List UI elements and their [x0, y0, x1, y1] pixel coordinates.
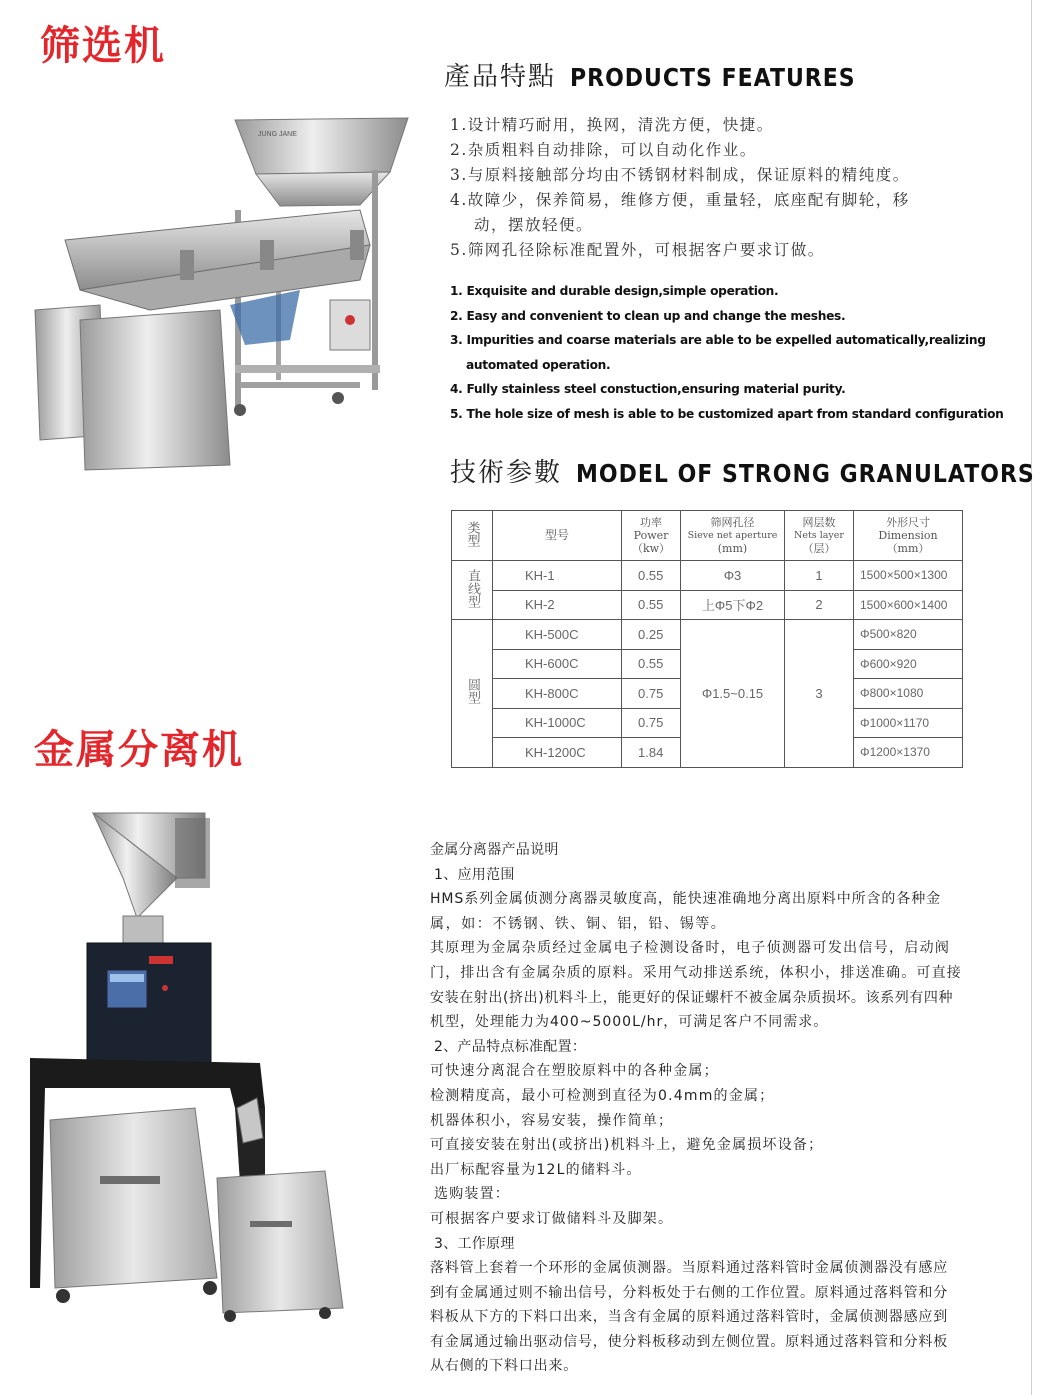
header-aperture — [681, 511, 785, 561]
features-heading-cn: 產品特點 — [444, 62, 557, 92]
feature-en-item: 5. The hole size of mesh is able to be customized apart from standard configuration — [450, 406, 1004, 421]
group-linear-label: 直线型 — [465, 568, 480, 608]
feature-en-item: 2. Easy and convenient to clean up and change the meshes. — [450, 308, 846, 323]
metal-separator-image — [25, 808, 365, 1328]
header-layers-cn: 网层数 — [802, 516, 836, 529]
cell-aperture-round: Φ1.5~0.15 — [681, 620, 785, 768]
group-round-label: 圆型 — [465, 678, 480, 705]
desc-line: 选购装置： — [434, 1186, 510, 1203]
spec-table-header-row — [452, 511, 963, 561]
cell-model: KH-500C — [493, 620, 622, 650]
header-power-unit: （kw） — [631, 542, 671, 555]
header-power — [622, 511, 681, 561]
cell-aperture: 上Φ5下Φ2 — [681, 590, 785, 620]
metal-separator-description — [430, 838, 990, 1379]
desc-line: 安装在射出(挤出)机料斗上，能更好的保证螺杆不被金属杂质损坏。该系列有四种 — [430, 989, 954, 1006]
cell-dimension: Φ1200×1370 — [854, 738, 963, 768]
cell-model: KH-1 — [493, 561, 622, 591]
header-layers-unit: （层） — [802, 542, 836, 555]
desc-line: 可快速分离混合在塑胶原料中的各种金属； — [430, 1063, 719, 1080]
desc-line: 从右侧的下料口出来。 — [430, 1358, 578, 1375]
header-aperture-en: Sieve net aperture — [687, 530, 778, 541]
sieve-machine-title: 筛选机 — [40, 23, 166, 69]
cell-layers: 2 — [785, 590, 854, 620]
header-type — [452, 511, 493, 561]
table-row — [452, 561, 963, 591]
table-row — [452, 620, 963, 650]
desc-line: 机器体积小，容易安装，操作简单； — [430, 1112, 674, 1129]
desc-line: 门，排出含有金属杂质的原料。采用气动排送系统，体积小，排送准确。可直接 — [430, 964, 962, 981]
desc-line: 检测精度高，最小可检测到直径为0.4mm的金属； — [430, 1087, 775, 1104]
cell-dimension: Φ600×920 — [854, 649, 963, 679]
sieve-machine-image — [30, 110, 410, 475]
feature-cn-item: 1.设计精巧耐用，换网，清洗方便，快捷。 — [450, 116, 774, 134]
desc-line: 料板从下方的下料口出来，当含有金属的原料通过落料管时，金属侦测器感应到 — [430, 1309, 948, 1326]
header-layers — [785, 511, 854, 561]
feature-en-item: automated operation. — [466, 357, 611, 372]
metal-separator-title: 金属分离机 — [34, 727, 244, 773]
header-model: 型号 — [493, 511, 622, 561]
cell-dimension: 1500×600×1400 — [854, 590, 963, 620]
desc-line: 机型，处理能力为400~5000L/hr，可满足客户不同需求。 — [430, 1014, 829, 1031]
header-aperture-cn: 筛网孔径 — [710, 516, 755, 529]
header-layers-en: Nets layer — [794, 530, 844, 541]
sieve-brand-label: JUNG JANE — [258, 131, 297, 138]
feature-cn-item: 5.筛网孔径除标准配置外，可根据客户要求订做。 — [450, 241, 825, 259]
table-row — [452, 590, 963, 620]
features-heading — [444, 56, 856, 93]
features-cn-list — [450, 113, 980, 263]
cell-model: KH-2 — [493, 590, 622, 620]
cell-layers: 1 — [785, 561, 854, 591]
desc-line: 可根据客户要求订做储料斗及脚架。 — [430, 1210, 674, 1227]
cell-power: 0.55 — [622, 590, 681, 620]
features-heading-en: PRODUCTS FEATURES — [570, 64, 856, 93]
desc-line: 有金属通过输出驱动信号，使分料板移动到左侧位置。原料通过落料管和分料板 — [430, 1333, 948, 1350]
cell-power: 0.55 — [622, 561, 681, 591]
header-power-cn: 功率 — [640, 516, 662, 529]
desc-line: 3、工作原理 — [434, 1235, 515, 1252]
cell-power: 0.75 — [622, 708, 681, 738]
group-linear — [452, 561, 493, 620]
desc-line: 可直接安装在射出(或挤出)机料斗上，避免金属损坏设备； — [430, 1137, 824, 1154]
desc-line: 出厂标配容量为12L的储料斗。 — [430, 1161, 642, 1178]
desc-line: 其原理为金属杂质经过金属电子检测设备时，电子侦测器可发出信号，启动阀 — [430, 940, 951, 957]
feature-cn-item: 3.与原料接触部分均由不锈钢材料制成，保证原料的精纯度。 — [450, 166, 910, 184]
cell-model: KH-800C — [493, 679, 622, 709]
feature-cn-item: 动，摆放轻便。 — [474, 216, 594, 234]
feature-cn-item: 4.故障少，保养简易，维修方便，重量轻，底座配有脚轮，移 — [450, 191, 910, 209]
header-dimension-unit: （mm） — [886, 542, 930, 555]
feature-en-item: 1. Exquisite and durable design,simple operation. — [450, 284, 779, 298]
cell-dimension: Φ1000×1170 — [854, 708, 963, 738]
header-type-label: 类型 — [464, 521, 480, 547]
group-round — [452, 620, 493, 768]
spec-table — [451, 510, 963, 768]
desc-line: 金属分离器产品说明 — [430, 842, 559, 858]
desc-line: 属，如：不锈钢、铁、铜、铝，铅、锡等。 — [430, 915, 727, 932]
header-aperture-unit: (mm) — [717, 542, 748, 555]
desc-line: 到有金属通过则不输出信号，分料板处于右侧的工作位置。原料通过落料管和分 — [430, 1284, 948, 1301]
header-dimension-en: Dimension — [878, 529, 938, 542]
specs-heading — [450, 452, 1035, 489]
feature-cn-item: 2.杂质粗料自动排除，可以自动化作业。 — [450, 141, 757, 159]
desc-line: 2、产品特点标准配置： — [434, 1038, 587, 1055]
cell-model: KH-1000C — [493, 708, 622, 738]
cell-model: KH-1200C — [493, 738, 622, 768]
header-dimension — [854, 511, 963, 561]
cell-dimension: Φ500×820 — [854, 620, 963, 650]
page-edge-rule — [1031, 0, 1032, 1395]
cell-power: 0.75 — [622, 679, 681, 709]
cell-power: 1.84 — [622, 738, 681, 768]
header-power-en: Power — [633, 529, 669, 542]
specs-heading-cn: 技術参數 — [450, 458, 563, 488]
cell-aperture: Φ3 — [681, 561, 785, 591]
cell-dimension: 1500×500×1300 — [854, 561, 963, 591]
cell-power: 0.55 — [622, 649, 681, 679]
feature-en-item: 3. Impurities and coarse materials are able to be expelled automatically,realizing — [450, 333, 986, 348]
feature-en-item: 4. Fully stainless steel constuction,ensuring material purity. — [450, 382, 846, 397]
cell-model: KH-600C — [493, 649, 622, 679]
desc-line: 1、应用范围 — [434, 866, 515, 883]
desc-line: HMS系列金属侦测分离器灵敏度高，能快速准确地分离出原料中所含的各种金 — [430, 891, 941, 908]
header-dimension-cn: 外形尺寸 — [886, 516, 930, 529]
cell-dimension: Φ800×1080 — [854, 679, 963, 709]
cell-layers-round: 3 — [785, 620, 854, 768]
desc-line: 落料管上套着一个环形的金属侦测器。当原料通过落料管时金属侦测器没有感应 — [430, 1260, 948, 1277]
features-en-list — [450, 279, 1010, 427]
cell-power: 0.25 — [622, 620, 681, 650]
specs-heading-en: MODEL OF STRONG GRANULATORS — [576, 460, 1035, 489]
